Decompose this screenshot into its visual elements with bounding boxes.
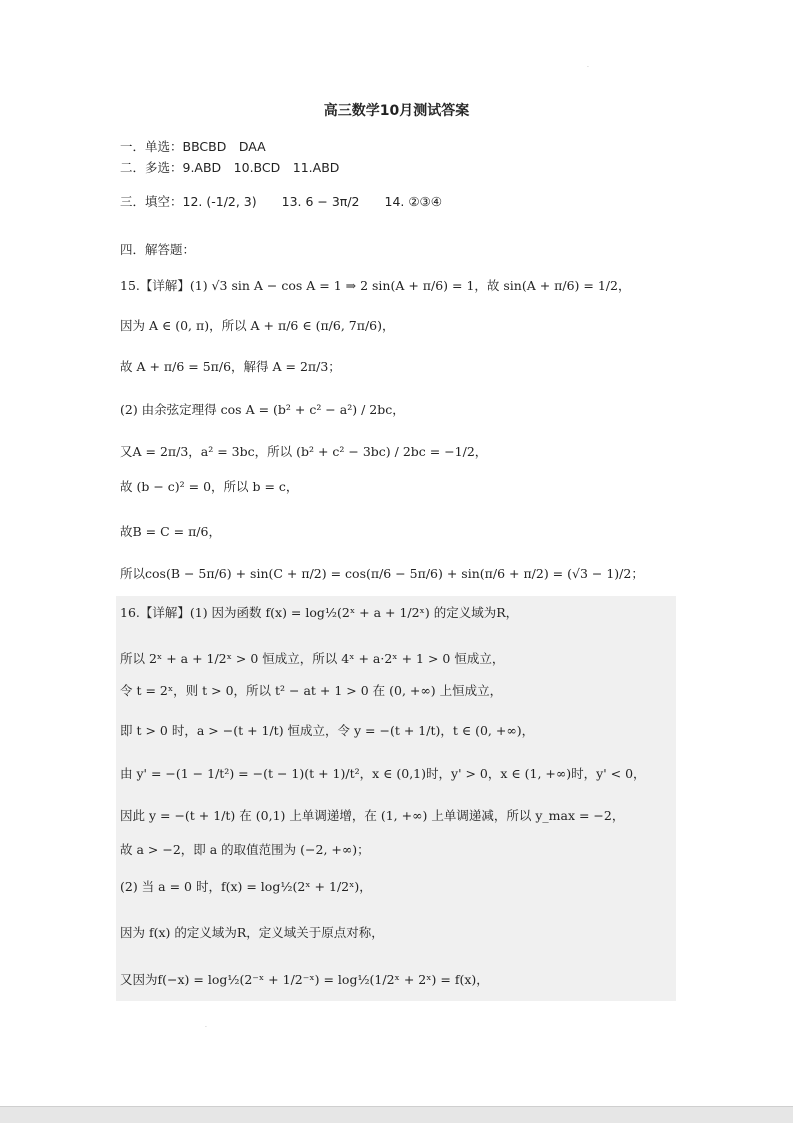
q16-line: 因此 y = −(t + 1/t) 在 (0,1) 上单调递增，在 (1, +∞) 上单调递减，所以 y_max = −2， bbox=[120, 808, 625, 823]
q15-line: (2) 由余弦定理得 cos A = (b² + c² − a²) / 2bc， bbox=[120, 402, 405, 417]
q15-line: 故B = C = π/6， bbox=[120, 524, 221, 539]
q15-line: 所以cos(B − 5π/6) + sin(C + π/2) = cos(π/6 − 5π/6) + sin(π/6 + π/2) = (√3 − 1)/2； bbox=[120, 566, 644, 581]
page-title: 高三数学10月测试答案 bbox=[323, 103, 470, 119]
scan-dot: · bbox=[205, 1024, 207, 1031]
q16-line: (2) 当 a = 0 时，f(x) = log½(2ˣ + 1/2ˣ)， bbox=[120, 879, 372, 894]
q15-line: 故 (b − c)² = 0，所以 b = c， bbox=[120, 479, 299, 494]
answer-single-choice: 一．单选：BBCBD DAA bbox=[120, 139, 266, 154]
q15-line: 又A = 2π/3，a² = 3bc，所以 (b² + c² − 3bc) / 2bc = −1/2， bbox=[120, 444, 488, 459]
answer-fill-in: 三．填空：12. (-1/2, 3) 13. 6 − 3π/2 14. ②③④ bbox=[120, 194, 442, 209]
viewer-bottom-bar bbox=[0, 1106, 793, 1123]
q16-line: 因为 f(x) 的定义域为R，定义域关于原点对称， bbox=[120, 925, 384, 940]
q15-line: 故 A + π/6 = 5π/6，解得 A = 2π/3； bbox=[120, 359, 341, 374]
q16-line: 16.【详解】(1) 因为函数 f(x) = log½(2ˣ + a + 1/2ˣ) 的定义域为R， bbox=[120, 605, 519, 620]
q16-line: 故 a > −2，即 a 的取值范围为 (−2, +∞)； bbox=[120, 842, 370, 857]
q16-line: 又因为f(−x) = log½(2⁻ˣ + 1/2⁻ˣ) = log½(1/2ˣ + 2ˣ) = f(x)， bbox=[120, 972, 489, 987]
scan-dot: · bbox=[587, 64, 589, 71]
q16-line: 令 t = 2ˣ，则 t > 0，所以 t² − at + 1 > 0 在 (0, +∞) 上恒成立， bbox=[120, 683, 503, 698]
q16-line: 即 t > 0 时，a > −(t + 1/t) 恒成立，令 y = −(t + 1/t)，t ∈ (0, +∞)， bbox=[120, 723, 535, 738]
q15-line: 因为 A ∈ (0, π)，所以 A + π/6 ∈ (π/6, 7π/6)， bbox=[120, 318, 395, 333]
q15-line: 15.【详解】(1) √3 sin A − cos A = 1 ⇒ 2 sin(A + π/6) = 1，故 sin(A + π/6) = 1/2， bbox=[120, 278, 631, 293]
q16-line: 由 y' = −(1 − 1/t²) = −(t − 1)(t + 1)/t²，x ∈ (0,1)时，y' > 0，x ∈ (1, +∞)时，y' < 0， bbox=[120, 766, 646, 781]
solve-heading: 四．解答题： bbox=[120, 242, 196, 257]
q16-line: 所以 2ˣ + a + 1/2ˣ > 0 恒成立，所以 4ˣ + a·2ˣ + 1 > 0 恒成立， bbox=[120, 651, 505, 666]
answer-multi-choice: 二．多选：9.ABD 10.BCD 11.ABD bbox=[120, 160, 340, 175]
